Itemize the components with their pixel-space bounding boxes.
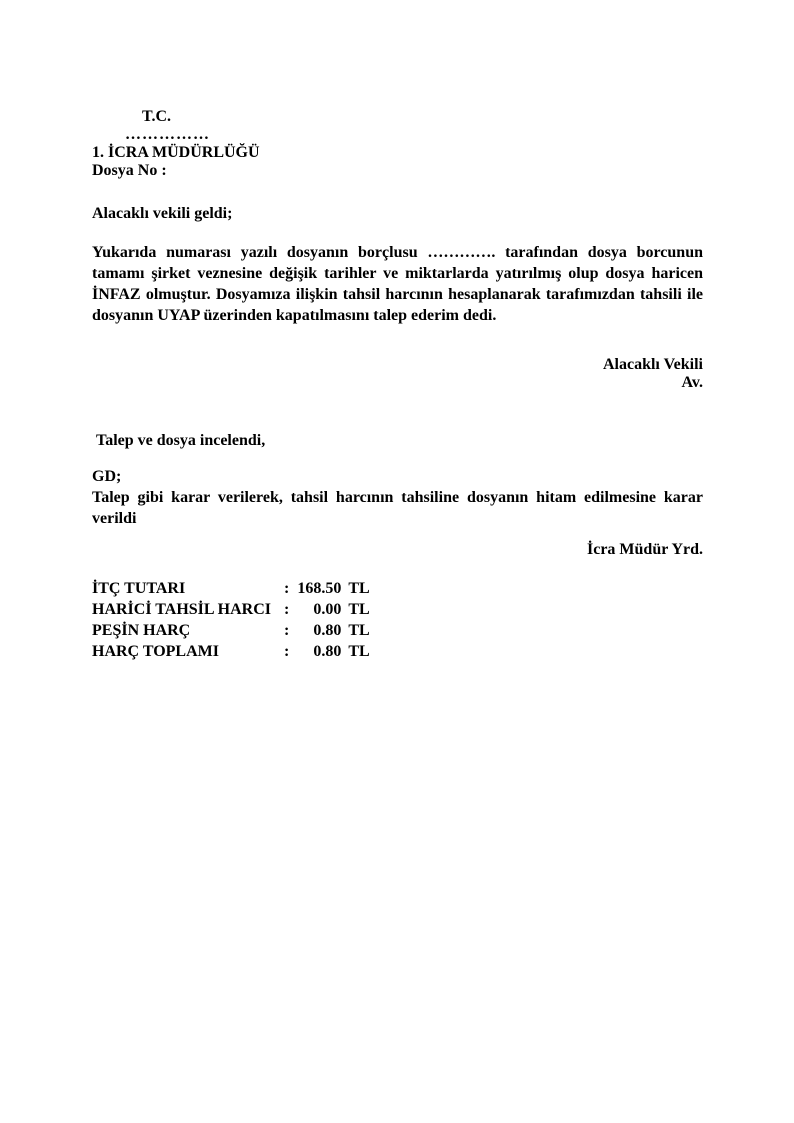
republic-abbreviation: T.C. [142, 108, 172, 125]
fee-separator: : [284, 580, 290, 597]
fee-separator: : [284, 601, 290, 618]
fee-amount: 0.80 [313, 622, 342, 639]
creditor-attorney-signature-title: Alacaklı Vekili [602, 356, 703, 373]
fee-currency: TL [348, 622, 370, 639]
fee-separator: : [284, 622, 290, 639]
creditor-signature-block [92, 356, 703, 392]
request-paragraph-line: tamamı şirket veznesine değişik tarihler ve miktarlarda yatırılmış olup dosya haricen [92, 265, 703, 282]
request-paragraph [92, 242, 703, 326]
request-paragraph-line: İNFAZ olmuştur. Dosyamıza ilişkin tahsil harcının hesaplanarak tarafımızdan tahsili ile [92, 286, 703, 303]
file-number-label: Dosya No : [92, 162, 167, 179]
fee-row [92, 620, 703, 641]
office-title: 1. İCRA MÜDÜRLÜĞÜ [92, 144, 260, 161]
review-line: Talep ve dosya incelendi, [96, 432, 266, 449]
fee-currency: TL [348, 601, 370, 618]
decision-paragraph-line: verildi [92, 510, 137, 527]
request-paragraph-line: Yukarıda numarası yazılı dosyanın borçlusu …………. tarafından dosya borcunun [92, 244, 703, 261]
fee-label: PEŞİN HARÇ [92, 622, 191, 639]
fee-amount: 0.80 [313, 643, 342, 660]
fee-currency: TL [348, 580, 370, 597]
request-paragraph-line: dosyanın UYAP üzerinden kapatılmasını talep ederim dedi. [92, 307, 497, 324]
decision-heading: GD; [92, 468, 122, 485]
decision-paragraph-line: Talep gibi karar verilerek, tahsil harcının tahsiline dosyanın hitam edilmesine karar [92, 489, 703, 506]
fee-currency: TL [348, 643, 370, 660]
fee-amount: 168.50 [297, 580, 342, 597]
fee-row [92, 599, 703, 620]
fee-label: İTÇ TUTARI [92, 580, 186, 597]
fee-row [92, 578, 703, 599]
fee-row [92, 641, 703, 662]
fee-amount: 0.00 [313, 601, 342, 618]
fee-table [92, 578, 703, 662]
attorney-abbreviation: Av. [681, 374, 703, 391]
fee-label: HARÇ TOPLAMI [92, 643, 219, 660]
officer-signature: İcra Müdür Yrd. [587, 541, 703, 558]
appearance-line: Alacaklı vekili geldi; [92, 205, 233, 222]
fee-separator: : [284, 643, 290, 660]
office-name-placeholder-dots: …………… [125, 126, 210, 143]
decision-block [92, 466, 703, 529]
fee-label: HARİCİ TAHSİL HARCI [92, 601, 272, 618]
